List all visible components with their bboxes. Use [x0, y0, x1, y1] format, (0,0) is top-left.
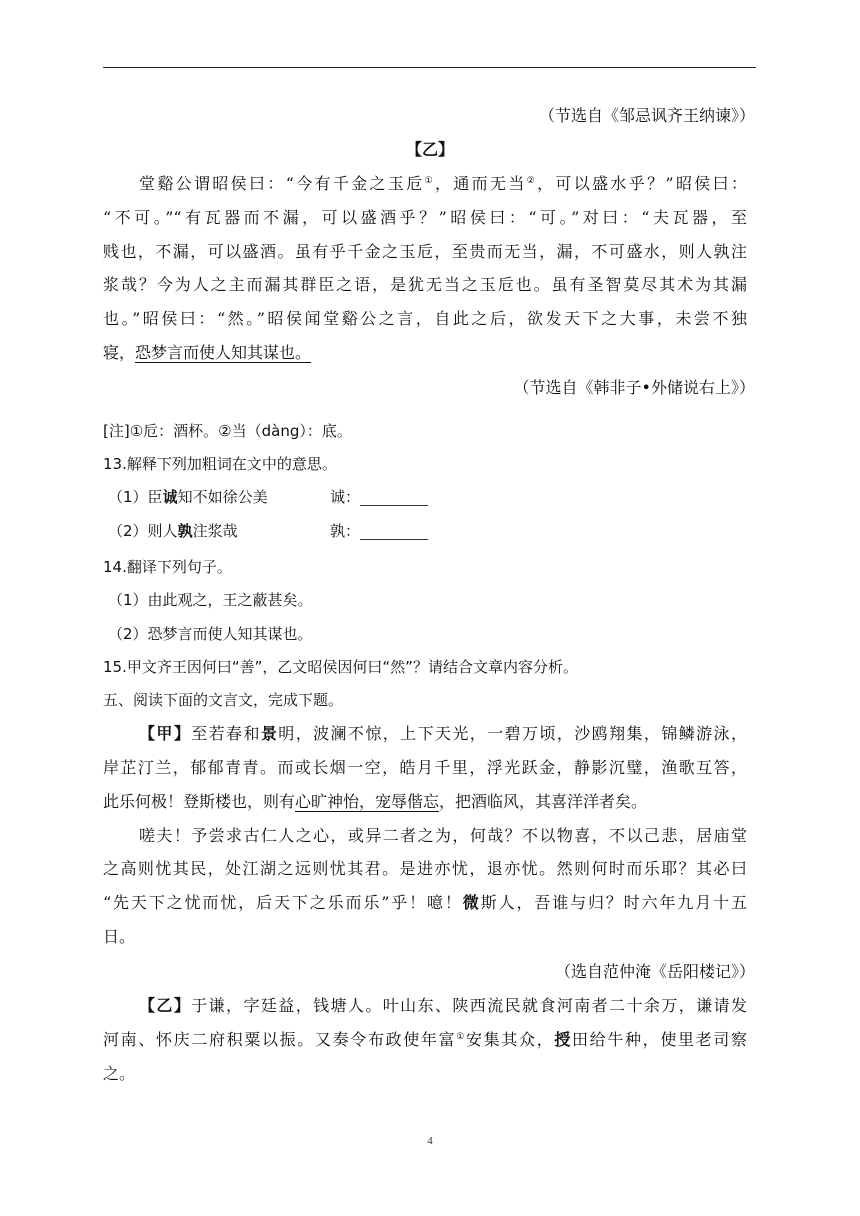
header-rule	[103, 67, 756, 68]
source-citation-2: （节选自《韩非子•外储说右上》）	[513, 378, 755, 397]
passage-jia-line-1: 【甲】至若春和景明，波澜不惊，上下天光，一碧万顷，沙鸥翔集，锦鳞游泳，	[139, 724, 747, 743]
underlined-phrase: 心旷神怡，宠辱偕忘	[295, 792, 440, 811]
passage-yi-line-4: 浆哉？今为人之主而漏其群臣之语，是犹无当之玉卮也。虽有圣智莫尽其术为其漏	[103, 275, 747, 294]
answer-blank-2	[360, 523, 428, 540]
question-14-title: 14.翻译下列句子。	[103, 558, 232, 576]
question-13-item-2: （2）则人孰注浆哉	[108, 522, 238, 540]
question-14-item-2: （2）恐梦言而使人知其谋也。	[108, 625, 313, 643]
passage-yi2-line-2: 河南、怀庆二府积粟以振。又奏令布政使年富①安集其众，授田给牛种，使里老司察	[103, 1030, 747, 1049]
answer-blank-1	[360, 489, 428, 506]
footnote-marker-2: ②	[526, 176, 538, 186]
source-citation-1: （节选自《邹忌讽齐王纳谏》）	[538, 106, 755, 125]
underlined-sentence: 恐梦言而使人知其谋也。	[135, 343, 312, 362]
passage-yi2-line-3: 之。	[103, 1064, 136, 1083]
passage-jia-line-5: 之高则忧其民，处江湖之远则忧其君。是进亦忧，退亦忧。然则何时而乐耶？其必曰	[103, 859, 747, 878]
footnote-marker-3: ①	[456, 1032, 466, 1042]
source-citation-3: （选自范仲淹《岳阳楼记》）	[554, 962, 755, 981]
passage-jia-line-6: “先天下之忧而忧，后天下之乐而乐”乎！噫！微斯人，吾谁与归？时六年九月十五	[103, 893, 747, 912]
passage-jia-line-7: 日。	[103, 927, 136, 946]
passage-jia-line-3: 此乐何极！登斯楼也，则有心旷神怡，宠辱偕忘，把酒临风，其喜洋洋者矣。	[103, 792, 648, 811]
section-5-heading: 五、阅读下面的文言文，完成下题。	[103, 691, 344, 709]
page-number: 4	[427, 1135, 433, 1147]
passage-yi2-line-1: 【乙】于谦，字廷益，钱塘人。叶山东、陕西流民就食河南者二十余万，谦请发	[139, 996, 747, 1015]
answer-field-1: 诚：	[330, 487, 428, 507]
passage-yi-line-2: “不可。”“有瓦器而不漏，可以盛酒乎？”昭侯曰：“可。”对曰：“夫瓦器，至	[103, 208, 747, 227]
heading-yi: 【乙】	[405, 140, 454, 159]
question-13-title: 13.解释下列加粗词在文中的意思。	[103, 455, 337, 473]
question-15: 15.甲文齐王因何曰“善”，乙文昭侯因何曰“然”？请结合文章内容分析。	[103, 658, 578, 676]
question-14-item-1: （1）由此观之，王之蔽甚矣。	[108, 591, 313, 609]
annotation-note: [注]①卮：酒杯。②当（dàng）：底。	[103, 422, 352, 440]
passage-yi-line-6: 寝，恐梦言而使人知其谋也。	[103, 343, 312, 362]
passage-yi-line-5: 也。”昭侯曰：“然。”昭侯闻堂谿公之言，自此之后，欲发天下之大事，未尝不独	[103, 309, 747, 328]
answer-field-2: 孰：	[330, 521, 428, 541]
passage-yi-line-3: 贱也，不漏，可以盛酒。虽有乎千金之玉卮，至贵而无当，漏，不可盛水，则人孰注	[103, 242, 747, 261]
question-13-item-1: （1）臣诚知不如徐公美	[108, 488, 268, 506]
passage-jia-line-4: 嗟夫！予尝求古仁人之心，或异二者之为，何哉？不以物喜，不以己悲，居庙堂	[139, 826, 747, 845]
footnote-marker-1: ①	[424, 176, 435, 186]
passage-jia-line-2: 岸芷汀兰，郁郁青青。而或长烟一空，皓月千里，浮光跃金，静影沉璧，渔歌互答，	[103, 758, 747, 777]
passage-yi-line-1: 堂谿公谓昭侯曰：“今有千金之玉卮①，通而无当②，可以盛水乎？”昭侯曰：	[139, 174, 747, 193]
